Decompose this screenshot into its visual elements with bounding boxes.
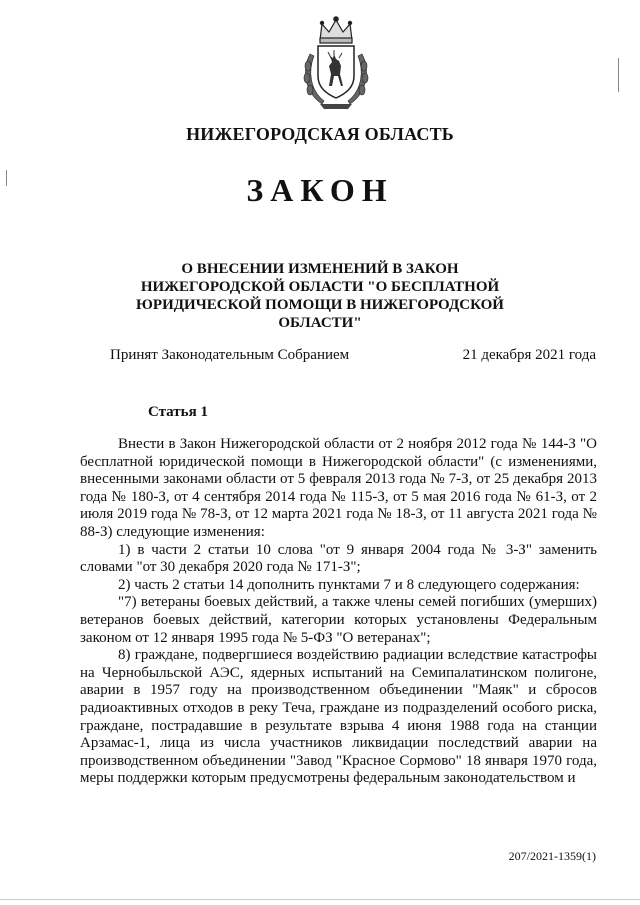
article-paragraph: "7) ветераны боевых действий, а также члены семей погибших (умерших) ветеранов боевых действий, категории которых установлены Федеральным законом от 12 января 1995 года № 5-ФЗ "О ветеранах"; [80,594,597,646]
article-heading: Статья 1 [148,404,208,420]
document-type: ЗАКОН [246,172,394,208]
article-paragraph: 1) в части 2 статьи 10 слова "от 9 января 2004 года № 3-З" заменить словами "от 30 декабря 2020 года № 171-З"; [80,541,597,576]
document-title: О ВНЕСЕНИИ ИЗМЕНЕНИЙ В ЗАКОН НИЖЕГОРОДСКОЙ ОБЛАСТИ "О БЕСПЛАТНОЙ ЮРИДИЧЕСКОЙ ПОМОЩИ В НИЖЕГОРОДСКОЙ ОБЛАСТИ" [136,261,504,331]
coat-of-arms-emblem [296,14,376,112]
scan-mark [6,170,7,186]
adoption-date: 21 декабря 2021 года [462,347,596,363]
article-body [80,436,597,788]
article-paragraph: Внести в Закон Нижегородской области от 2 ноября 2012 года № 144-З "О бесплатной юридической помощи в Нижегородской области" (с изменениями, внесенными законами области от 5 февраля 2013 года № 7-З, от 25 декабря 2013 года № 180-З, от 4 сентября 2014 года № 115-З, от 5 мая 2016 года № 61-З, от 2 июля 2019 года № 78-З, от 12 марта 2021 года № 18-З, от 11 августа 2021 года № 88-З) следующие изменения: [80,436,597,540]
scan-mark [0,899,640,900]
document-code: 207/2021-1359(1) [508,849,596,863]
region-name: НИЖЕГОРОДСКАЯ ОБЛАСТЬ [186,124,454,144]
article-paragraph: 2) часть 2 статьи 14 дополнить пунктами 7 и 8 следующего содержания: [118,576,580,593]
adopted-by: Принят Законодательным Собранием [110,347,350,363]
scan-mark [618,58,619,92]
article-paragraph: 8) граждане, подвергшиеся воздействию радиации вследствие катастрофы на Чернобыльской АЭС, ядерных испытаний на Семипалатинском полигоне, аварии в 1957 году на производственном объединении "Маяк" и сбросов радиоактивных отходов в реку Теча, граждане из подразделений особого риска, граждане, пострадавшие в результате взрыва 4 июня 1988 года на станции Арзамас-1, лица из числа участников ликвидации последствий аварии на производственном объединении "Завод "Красное Сормово" 18 января 1970 года, меры поддержки которым предусмотрены федеральным законодательством и [80,647,597,787]
adoption-line [110,347,596,364]
